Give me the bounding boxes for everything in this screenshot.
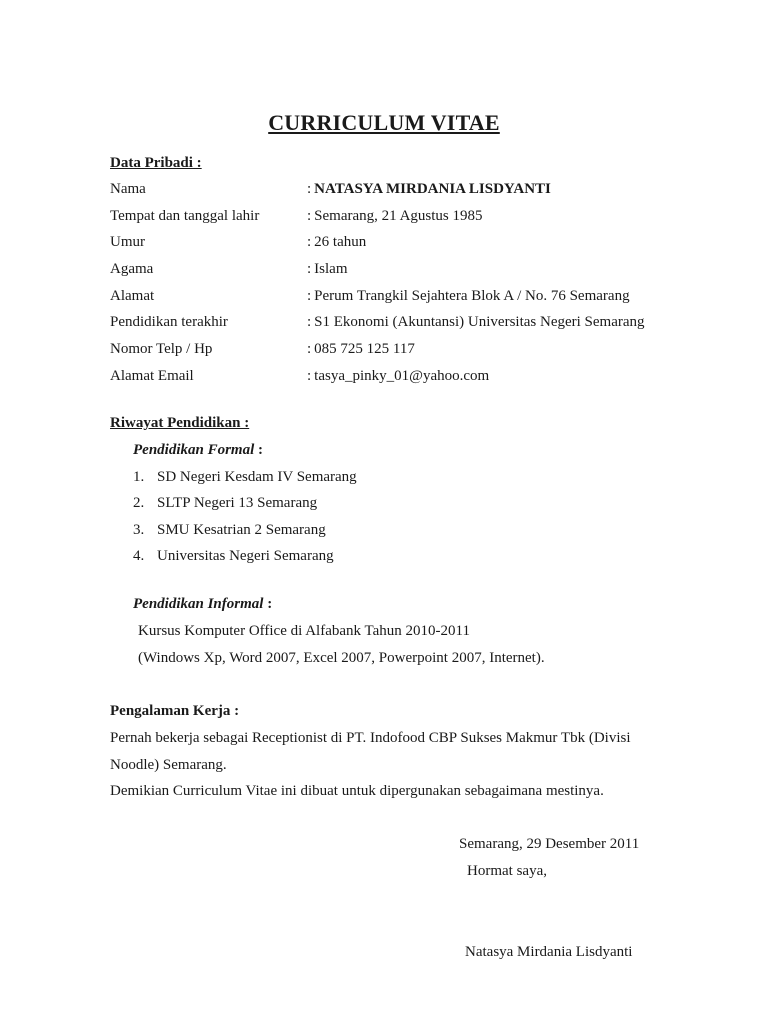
age-value: 26 tahun (314, 234, 367, 250)
label-phone: Nomor Telp / Hp (110, 341, 213, 357)
list-text: Universitas Negeri Semarang (157, 548, 334, 564)
list-text: SLTP Negeri 13 Semarang (157, 495, 318, 511)
label-religion: Agama (110, 261, 154, 277)
education-heading: Riwayat Pendidikan : (110, 415, 250, 431)
value-nama (307, 181, 551, 198)
informal-heading-text: Pendidikan Informal (133, 596, 264, 612)
label-birth: Tempat dan tanggal lahir (110, 208, 260, 224)
value-birth (307, 208, 483, 225)
work-line-1: Pernah bekerja sebagai Receptionist di PT. Indofood CBP Sukses Makmur Tbk (Divisi (110, 730, 631, 746)
colon: : (307, 234, 312, 250)
formal-item-4 (133, 548, 334, 565)
birth-value: Semarang, 21 Agustus 1985 (314, 208, 483, 224)
label-address: Alamat (110, 288, 155, 304)
label-age: Umur (110, 234, 145, 250)
closing-statement: Demikian Curriculum Vitae ini dibuat untuk dipergunakan sebagaimana mestinya. (110, 783, 604, 799)
work-line-2: Noodle) Semarang. (110, 757, 227, 773)
list-number: 3. (133, 522, 145, 538)
label-last-education: Pendidikan terakhir (110, 314, 228, 330)
colon: : (307, 341, 312, 357)
informal-line-1: Kursus Komputer Office di Alfabank Tahun 2010-2011 (138, 623, 470, 639)
list-number: 2. (133, 495, 145, 511)
informal-education-heading (133, 596, 272, 613)
signature-name: Natasya Mirdania Lisdyanti (465, 944, 633, 960)
value-last-education (307, 314, 645, 331)
list-text: SMU Kesatrian 2 Semarang (157, 522, 326, 538)
formal-item-3 (133, 522, 326, 539)
colon: : (307, 288, 312, 304)
list-text: SD Negeri Kesdam IV Semarang (157, 469, 357, 485)
formal-heading-colon: : (254, 442, 264, 458)
value-address (307, 288, 630, 305)
religion-value: Islam (314, 261, 348, 277)
colon: : (307, 314, 312, 330)
colon: : (307, 261, 312, 277)
label-nama: Nama (110, 181, 146, 197)
formal-education-heading (133, 442, 263, 459)
colon: : (307, 208, 312, 224)
work-experience-heading: Pengalaman Kerja : (110, 703, 240, 719)
formal-item-2 (133, 495, 317, 512)
place-date: Semarang, 29 Desember 2011 (459, 836, 640, 852)
informal-heading-colon: : (263, 596, 273, 612)
document-title: CURRICULUM VITAE (268, 110, 500, 135)
address-value: Perum Trangkil Sejahtera Blok A / No. 76 Semarang (314, 288, 630, 304)
value-age (307, 234, 366, 251)
value-email (307, 368, 489, 385)
list-number: 4. (133, 548, 145, 564)
list-number: 1. (133, 469, 145, 485)
label-email: Alamat Email (110, 368, 194, 384)
full-name: NATASYA MIRDANIA LISDYANTI (314, 181, 551, 197)
value-phone (307, 341, 415, 358)
last-education-value: S1 Ekonomi (Akuntansi) Universitas Negeri Semarang (314, 314, 645, 330)
formal-item-1 (133, 469, 357, 486)
value-religion (307, 261, 348, 278)
colon: : (307, 181, 312, 197)
formal-heading-text: Pendidikan Formal (133, 442, 255, 458)
informal-line-2: (Windows Xp, Word 2007, Excel 2007, Powerpoint 2007, Internet). (138, 650, 545, 666)
email-value: tasya_pinky_01@yahoo.com (314, 368, 490, 384)
phone-value: 085 725 125 117 (314, 341, 415, 357)
personal-data-heading: Data Pribadi : (110, 155, 202, 171)
colon: : (307, 368, 312, 384)
greeting: Hormat saya, (467, 863, 547, 879)
